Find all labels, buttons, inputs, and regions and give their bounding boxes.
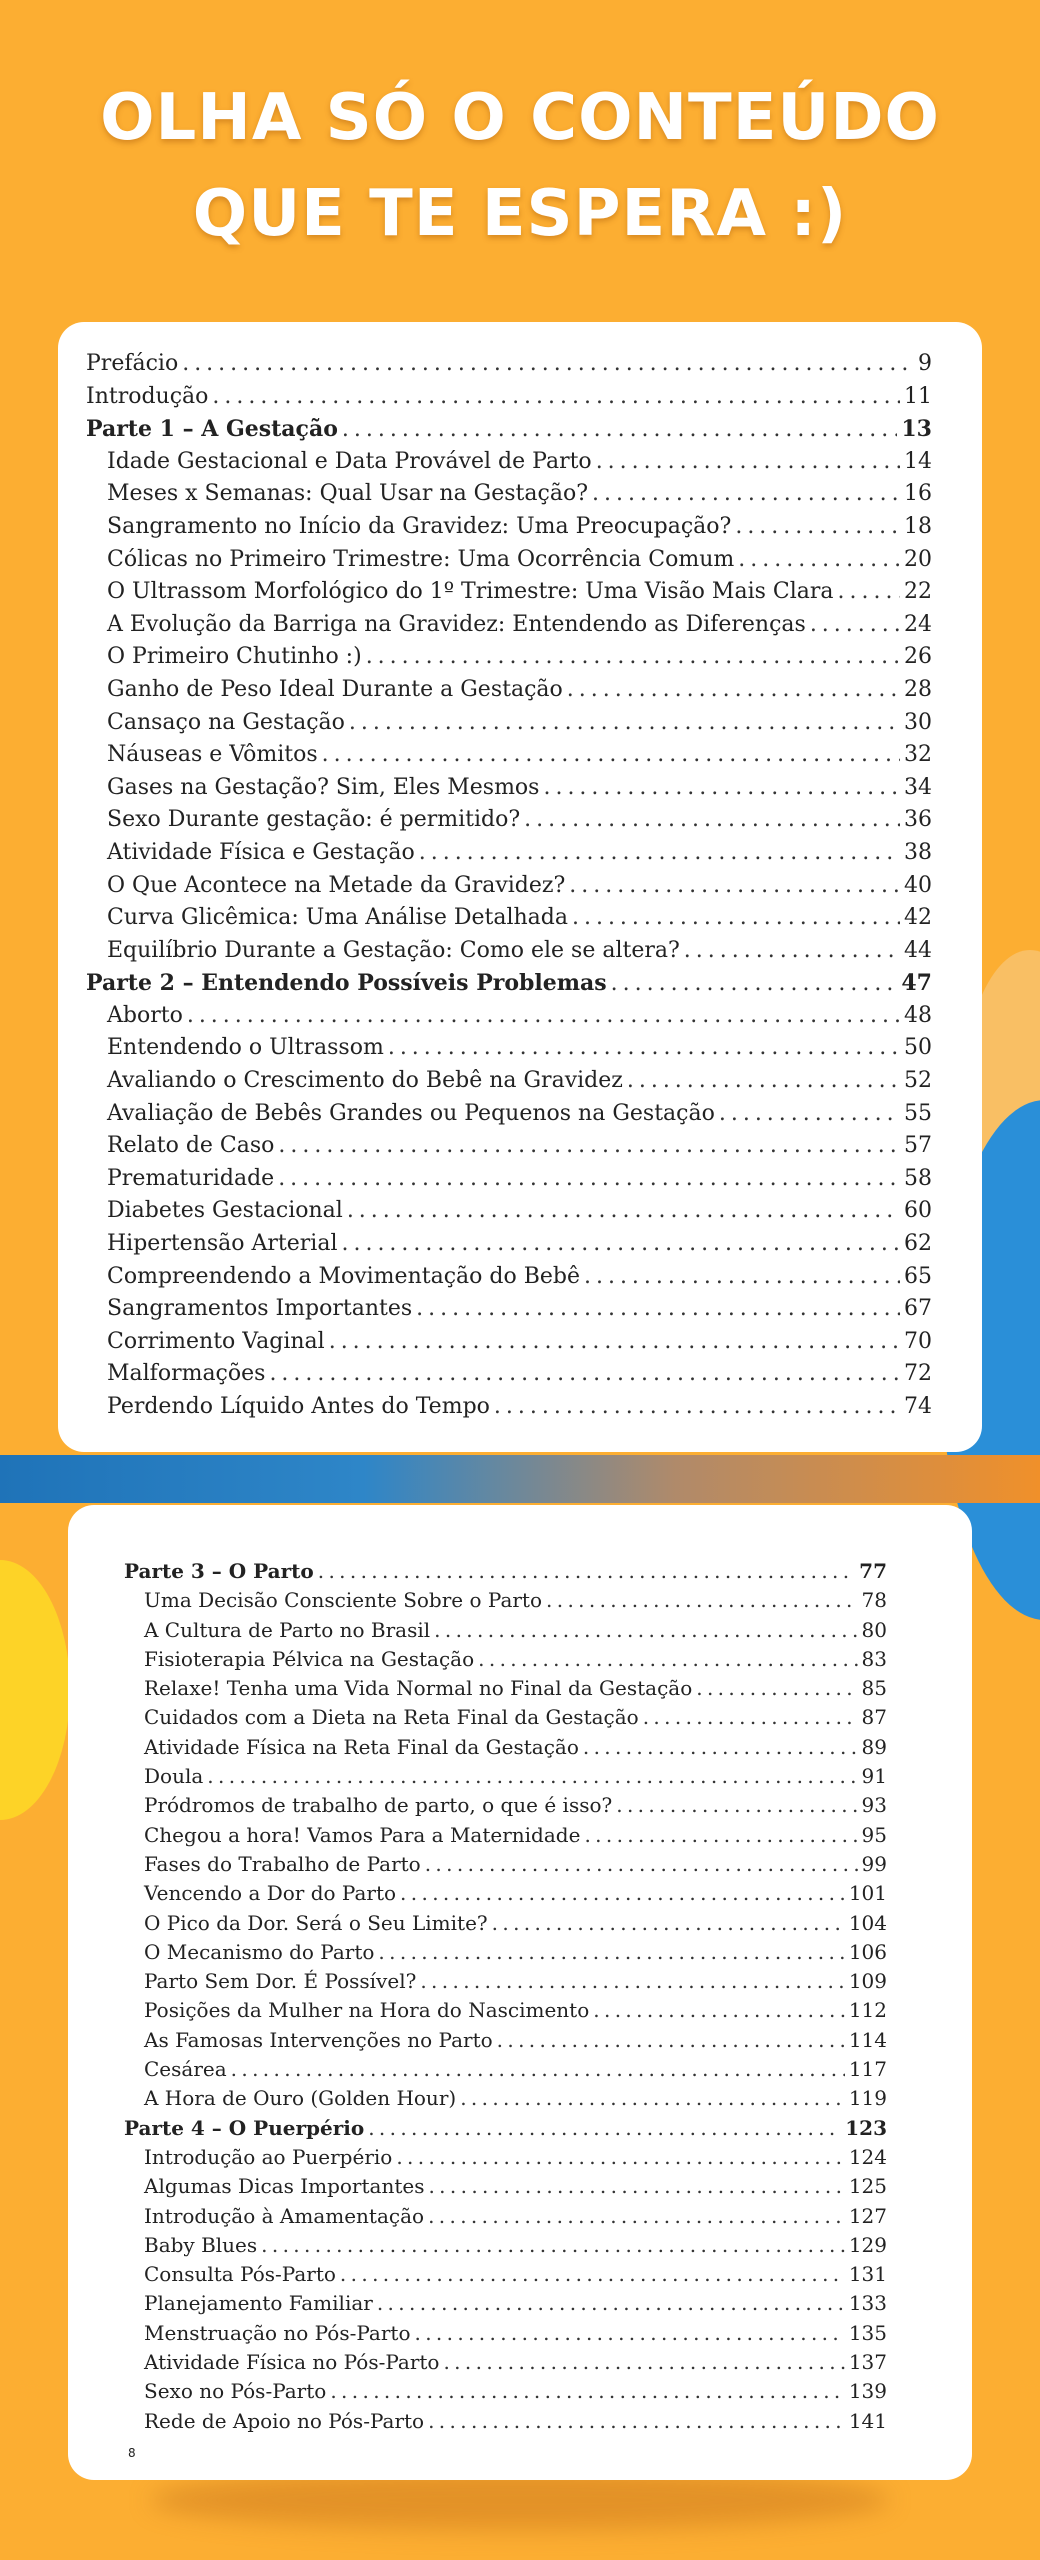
toc-entry bbox=[124, 1703, 887, 1732]
toc-entry-page: 28 bbox=[904, 676, 932, 702]
toc-entry bbox=[86, 1098, 932, 1131]
toc-dot-leader bbox=[342, 414, 897, 447]
toc-dot-leader bbox=[400, 1879, 845, 1908]
toc-entry-title: Introdução à Amamentação bbox=[144, 2203, 425, 2228]
toc-part-heading bbox=[86, 967, 932, 1000]
toc-entry-title: Sangramentos Importantes bbox=[107, 1296, 413, 1322]
toc-entry-title: O Ultrassom Morfológico do 1º Trimestre: Uma Visão Mais Clara bbox=[107, 579, 834, 605]
toc-entry-title: A Evolução da Barriga na Gravidez: Entendendo as Diferenças bbox=[107, 611, 806, 637]
toc-dot-leader bbox=[593, 1996, 845, 2025]
toc-dot-leader bbox=[643, 1703, 858, 1732]
toc-dot-leader bbox=[478, 1645, 857, 1674]
toc-dot-leader bbox=[415, 2319, 845, 2348]
toc-entry bbox=[124, 2084, 887, 2113]
toc-dot-leader bbox=[543, 772, 900, 805]
toc-entry-title: Malformações bbox=[107, 1361, 266, 1387]
toc-dot-leader bbox=[428, 2407, 845, 2436]
toc-entry-page: 16 bbox=[904, 481, 932, 507]
toc-entry-page: 74 bbox=[904, 1394, 932, 1419]
toc-entry bbox=[86, 544, 932, 577]
toc-entry-title: Doula bbox=[144, 1764, 204, 1789]
toc-entry-title: Menstruação no Pós-Parto bbox=[144, 2320, 411, 2345]
toc-entry-page: 93 bbox=[861, 1793, 887, 1818]
toc-entry-title: Uma Decisão Consciente Sobre o Parto bbox=[144, 1588, 543, 1613]
toc-entry bbox=[86, 804, 932, 837]
toc-entry-title: Hipertensão Arterial bbox=[107, 1231, 338, 1257]
toc-dot-leader bbox=[494, 1391, 900, 1424]
toc-entry-title: Prefácio bbox=[86, 351, 179, 376]
toc-dot-leader bbox=[583, 1733, 858, 1762]
toc-entry-page: 60 bbox=[904, 1198, 932, 1224]
toc-card-top bbox=[58, 322, 982, 1452]
toc-entry bbox=[86, 381, 932, 414]
toc-entry-page: 50 bbox=[904, 1035, 932, 1061]
toc-entry-title: Idade Gestacional e Data Provável de Parto bbox=[107, 448, 592, 474]
toc-entry bbox=[124, 1967, 887, 1996]
toc-entry bbox=[124, 2231, 887, 2260]
toc-entry-title: Fases do Trabalho de Parto bbox=[144, 1851, 421, 1876]
toc-entry-page: 65 bbox=[904, 1263, 932, 1289]
toc-entry-title: O Pico da Dor. Será o Seu Limite? bbox=[144, 1910, 488, 1935]
toc-entry-title: Cansaço na Gestação bbox=[107, 709, 345, 735]
toc-entry bbox=[124, 2348, 887, 2377]
toc-dot-leader bbox=[368, 2114, 841, 2143]
toc-entry-title: O Mecanismo do Parto bbox=[144, 1939, 375, 1964]
toc-entry bbox=[124, 1909, 887, 1938]
toc-dot-leader bbox=[443, 2348, 844, 2377]
toc-entry bbox=[124, 2407, 887, 2436]
toc-entry-page: 141 bbox=[848, 2408, 887, 2433]
toc-entry bbox=[86, 739, 932, 772]
toc-entry-page: 95 bbox=[861, 1822, 887, 1847]
toc-dot-leader bbox=[584, 1261, 900, 1294]
toc-entry bbox=[86, 707, 932, 740]
toc-dot-leader bbox=[420, 1967, 844, 1996]
toc-entry bbox=[124, 1616, 887, 1645]
toc-entry bbox=[86, 1358, 932, 1391]
toc-entry bbox=[124, 2143, 887, 2172]
toc-entry-title: A Hora de Ouro (Golden Hour) bbox=[144, 2086, 457, 2111]
toc-entry-page: 112 bbox=[848, 1998, 887, 2023]
toc-entry bbox=[86, 1261, 932, 1294]
toc-entry bbox=[124, 1791, 887, 1820]
toc-entry bbox=[124, 2289, 887, 2318]
page-headline bbox=[0, 70, 1040, 262]
toc-entry-page: 32 bbox=[904, 742, 932, 768]
toc-entry-page: 13 bbox=[901, 416, 932, 443]
toc-entry-title: Cuidados com a Dieta na Reta Final da Gestação bbox=[144, 1705, 639, 1730]
toc-entry-page: 80 bbox=[861, 1617, 887, 1642]
toc-entry-title: Sangramento no Início da Gravidez: Uma Preocupação? bbox=[107, 513, 732, 539]
toc-entry bbox=[86, 1195, 932, 1228]
toc-entry-title: Introdução ao Puerpério bbox=[144, 2144, 393, 2169]
toc-entry bbox=[124, 2377, 887, 2406]
toc-entry bbox=[124, 1996, 887, 2025]
toc-dot-leader bbox=[696, 1674, 857, 1703]
toc-entry bbox=[86, 1326, 932, 1359]
toc-entry-page: 131 bbox=[848, 2262, 887, 2287]
toc-entry bbox=[86, 641, 932, 674]
toc-entry-page: 48 bbox=[904, 1002, 932, 1028]
toc-entry-title: Planejamento Familiar bbox=[144, 2291, 373, 2316]
toc-entry-title: Entendendo o Ultrassom bbox=[107, 1035, 384, 1061]
toc-entry-title: Prematuridade bbox=[107, 1165, 275, 1191]
toc-entry-title: Relato de Caso bbox=[107, 1133, 275, 1159]
toc-entry-page: 26 bbox=[904, 644, 932, 670]
toc-entry bbox=[86, 1000, 932, 1033]
toc-entry-title: O Primeiro Chutinho :) bbox=[107, 644, 362, 670]
toc-entry-page: 44 bbox=[904, 937, 932, 963]
toc-dot-leader bbox=[596, 446, 900, 479]
toc-entry-title: Posições da Mulher na Hora do Nascimento bbox=[144, 1998, 590, 2023]
toc-entry-title: Vencendo a Dor do Parto bbox=[144, 1881, 397, 1906]
toc-entry-page: 78 bbox=[861, 1588, 887, 1613]
toc-entry-page: 133 bbox=[848, 2291, 887, 2316]
toc-dot-leader bbox=[497, 2026, 845, 2055]
toc-entry-page: 85 bbox=[861, 1676, 887, 1701]
toc-dot-leader bbox=[207, 1762, 857, 1791]
toc-dot-leader bbox=[735, 511, 900, 544]
toc-dot-leader bbox=[396, 2143, 844, 2172]
toc-entry-title: Algumas Dicas Importantes bbox=[144, 2174, 425, 2199]
toc-dot-leader bbox=[434, 1616, 857, 1645]
toc-entry-page: 34 bbox=[904, 774, 932, 800]
toc-entry-page: 67 bbox=[904, 1296, 932, 1322]
toc-entry bbox=[86, 1391, 932, 1424]
toc-entry-page: 62 bbox=[904, 1231, 932, 1257]
toc-entry-title: Curva Glicêmica: Uma Análise Detalhada bbox=[107, 905, 568, 931]
toc-dot-leader bbox=[182, 348, 914, 381]
toc-dot-leader bbox=[340, 2260, 845, 2289]
toc-entry-page: 70 bbox=[904, 1328, 932, 1354]
toc-part-heading bbox=[86, 413, 932, 446]
toc-dot-leader bbox=[187, 1000, 900, 1033]
toc-entry-title: Pródromos de trabalho de parto, o que é isso? bbox=[144, 1793, 613, 1818]
toc-entry-page: 123 bbox=[845, 2115, 887, 2140]
toc-dot-leader bbox=[428, 2202, 845, 2231]
toc-entry-page: 117 bbox=[848, 2057, 887, 2082]
toc-entry-page: 14 bbox=[904, 448, 932, 474]
toc-entry-page: 57 bbox=[904, 1133, 932, 1159]
toc-entry bbox=[86, 1228, 932, 1261]
toc-dot-leader bbox=[627, 1065, 900, 1098]
toc-entry bbox=[86, 1032, 932, 1065]
toc-dot-leader bbox=[546, 1586, 858, 1615]
toc-entry-page: 24 bbox=[904, 611, 932, 637]
toc-entry bbox=[86, 446, 932, 479]
toc-entry bbox=[124, 2026, 887, 2055]
toc-entry-title: Chegou a hora! Vamos Para a Maternidade bbox=[144, 1822, 581, 1847]
toc-entry bbox=[86, 902, 932, 935]
toc-dot-leader bbox=[231, 2055, 845, 2084]
toc-card-bottom bbox=[68, 1505, 972, 2480]
toc-entry-title: Meses x Semanas: Qual Usar na Gestação? bbox=[107, 481, 588, 507]
toc-dot-leader bbox=[347, 1195, 900, 1228]
toc-dot-leader bbox=[738, 544, 900, 577]
toc-dot-leader bbox=[425, 1850, 858, 1879]
toc-entry-page: 47 bbox=[901, 970, 932, 997]
toc-entry-page: 77 bbox=[859, 1559, 887, 1583]
toc-dot-leader bbox=[341, 1228, 900, 1261]
toc-entry-title: Parte 1 – A Gestação bbox=[86, 416, 338, 443]
toc-dot-leader bbox=[460, 2084, 845, 2113]
toc-dot-leader bbox=[278, 1130, 900, 1163]
toc-entry-page: 139 bbox=[848, 2379, 887, 2404]
toc-entry bbox=[86, 1065, 932, 1098]
toc-dot-leader bbox=[810, 609, 900, 642]
toc-entry-title: Parte 4 – O Puerpério bbox=[124, 2115, 365, 2140]
headline-line-1: OLHA SÓ O CONTEÚDO bbox=[100, 81, 940, 155]
toc-entry bbox=[124, 2202, 887, 2231]
toc-part-heading bbox=[124, 1557, 887, 1586]
toc-entry-title: Gases na Gestação? Sim, Eles Mesmos bbox=[107, 774, 540, 800]
toc-dot-leader bbox=[838, 576, 900, 609]
toc-entry bbox=[86, 1293, 932, 1326]
toc-entry bbox=[86, 837, 932, 870]
toc-dot-leader bbox=[592, 478, 900, 511]
toc-entry-page: 40 bbox=[904, 872, 932, 898]
toc-entry-page: 89 bbox=[861, 1734, 887, 1759]
toc-entry bbox=[124, 2319, 887, 2348]
toc-entry-page: 52 bbox=[904, 1068, 932, 1094]
toc-dot-leader bbox=[611, 968, 898, 1001]
toc-dot-leader bbox=[719, 1098, 900, 1131]
toc-entry-page: 101 bbox=[848, 1881, 887, 1906]
toc-entry-page: 135 bbox=[848, 2320, 887, 2345]
toc-entry bbox=[86, 772, 932, 805]
toc-entry-page: 124 bbox=[848, 2144, 887, 2169]
toc-entry-page: 83 bbox=[861, 1646, 887, 1671]
toc-entry bbox=[86, 511, 932, 544]
toc-entry-page: 22 bbox=[904, 579, 932, 605]
toc-entry bbox=[124, 1850, 887, 1879]
gradient-band bbox=[0, 1455, 1040, 1503]
toc-entry bbox=[124, 1733, 887, 1762]
toc-entry-title: Atividade Física no Pós-Parto bbox=[144, 2350, 440, 2375]
toc-dot-leader bbox=[569, 870, 900, 903]
toc-entry-page: 99 bbox=[861, 1851, 887, 1876]
toc-dot-leader bbox=[684, 935, 900, 968]
toc-entry-title: Cesárea bbox=[144, 2057, 227, 2082]
toc-entry bbox=[124, 1586, 887, 1615]
toc-entry-title: Parte 3 – O Parto bbox=[124, 1559, 314, 1583]
page-number: 8 bbox=[128, 2446, 136, 2460]
toc-entry-title: Sexo Durante gestação: é permitido? bbox=[107, 807, 521, 833]
toc-entry-page: 9 bbox=[918, 351, 932, 376]
toc-entry bbox=[86, 1163, 932, 1196]
toc-entry bbox=[86, 348, 932, 381]
toc-dot-leader bbox=[330, 2377, 844, 2406]
toc-entry-title: Atividade Física e Gestação bbox=[107, 839, 415, 865]
toc-entry-title: Avaliando o Crescimento do Bebê na Gravidez bbox=[107, 1068, 623, 1094]
toc-entry bbox=[86, 870, 932, 903]
toc-dot-leader bbox=[377, 2289, 845, 2318]
toc-entry-page: 55 bbox=[904, 1100, 932, 1126]
toc-entry-title: Diabetes Gestacional bbox=[107, 1198, 343, 1224]
toc-dot-leader bbox=[492, 1909, 845, 1938]
toc-entry-page: 119 bbox=[848, 2086, 887, 2111]
toc-entry bbox=[86, 1130, 932, 1163]
toc-entry-page: 91 bbox=[861, 1764, 887, 1789]
toc-entry bbox=[124, 2260, 887, 2289]
toc-dot-leader bbox=[269, 1358, 900, 1391]
toc-entry bbox=[124, 1762, 887, 1791]
toc-entry-title: Perdendo Líquido Antes do Tempo bbox=[107, 1394, 490, 1419]
toc-entry-title: Compreendendo a Movimentação do Bebê bbox=[107, 1263, 580, 1289]
decorative-yellow-shape bbox=[0, 1560, 70, 1820]
toc-entry-title: Atividade Física na Reta Final da Gestação bbox=[144, 1734, 579, 1759]
toc-dot-leader bbox=[416, 1293, 900, 1326]
toc-entry-page: 127 bbox=[848, 2203, 887, 2228]
toc-entry-page: 72 bbox=[904, 1361, 932, 1387]
toc-entry bbox=[124, 2172, 887, 2201]
toc-entry bbox=[124, 2055, 887, 2084]
toc-entry-title: Rede de Apoio no Pós-Parto bbox=[144, 2408, 425, 2433]
toc-entry bbox=[86, 609, 932, 642]
toc-dot-leader bbox=[572, 902, 900, 935]
toc-entry-page: 125 bbox=[848, 2174, 887, 2199]
toc-dot-leader bbox=[616, 1791, 857, 1820]
toc-entry-page: 42 bbox=[904, 905, 932, 931]
toc-entry bbox=[124, 1938, 887, 1967]
toc-entry-page: 87 bbox=[861, 1705, 887, 1730]
toc-entry-title: Cólicas no Primeiro Trimestre: Uma Ocorrência Comum bbox=[107, 546, 735, 572]
toc-dot-leader bbox=[212, 381, 900, 414]
toc-entry bbox=[86, 478, 932, 511]
toc-entry bbox=[124, 1645, 887, 1674]
toc-entry-title: Parte 2 – Entendendo Possíveis Problemas bbox=[86, 970, 607, 997]
toc-entry-title: Ganho de Peso Ideal Durante a Gestação bbox=[107, 676, 563, 702]
toc-entry-page: 11 bbox=[904, 383, 932, 409]
toc-dot-leader bbox=[318, 1557, 855, 1586]
toc-entry-title: Corrimento Vaginal bbox=[107, 1328, 325, 1354]
toc-entry bbox=[124, 1821, 887, 1850]
toc-entry-page: 114 bbox=[848, 2027, 887, 2052]
toc-entry bbox=[86, 935, 932, 968]
toc-entry bbox=[86, 576, 932, 609]
toc-dot-leader bbox=[349, 707, 900, 740]
toc-dot-leader bbox=[378, 1938, 844, 1967]
toc-dot-leader bbox=[584, 1821, 857, 1850]
toc-dot-leader bbox=[567, 674, 900, 707]
toc-entry-title: As Famosas Intervenções no Parto bbox=[144, 2027, 493, 2052]
toc-entry bbox=[124, 1879, 887, 1908]
toc-dot-leader bbox=[278, 1163, 900, 1196]
toc-entry-page: 137 bbox=[848, 2350, 887, 2375]
toc-entry-title: Baby Blues bbox=[144, 2232, 258, 2257]
toc-entry-title: Aborto bbox=[107, 1002, 183, 1028]
toc-entry bbox=[86, 674, 932, 707]
toc-dot-leader bbox=[329, 1326, 900, 1359]
toc-entry-title: Introdução bbox=[86, 383, 209, 409]
toc-entry-title: O Que Acontece na Metade da Gravidez? bbox=[107, 872, 566, 898]
toc-entry-page: 36 bbox=[904, 807, 932, 833]
toc-entry-page: 20 bbox=[904, 546, 932, 572]
toc-entry-page: 58 bbox=[904, 1165, 932, 1191]
toc-entry-title: Consulta Pós-Parto bbox=[144, 2262, 336, 2287]
toc-entry-page: 109 bbox=[848, 1969, 887, 1994]
toc-entry-title: Avaliação de Bebês Grandes ou Pequenos na Gestação bbox=[107, 1100, 715, 1126]
toc-entry-page: 38 bbox=[904, 839, 932, 865]
toc-dot-leader bbox=[261, 2231, 845, 2260]
toc-entry-title: Relaxe! Tenha uma Vida Normal no Final da Gestação bbox=[144, 1676, 693, 1701]
toc-dot-leader bbox=[322, 739, 900, 772]
toc-entry-title: Sexo no Pós-Parto bbox=[144, 2379, 327, 2404]
toc-dot-leader bbox=[524, 804, 900, 837]
toc-dot-leader bbox=[428, 2172, 844, 2201]
toc-entry-title: Fisioterapia Pélvica na Gestação bbox=[144, 1646, 475, 1671]
toc-entry-page: 106 bbox=[848, 1939, 887, 1964]
toc-dot-leader bbox=[419, 837, 900, 870]
toc-entry-title: A Cultura de Parto no Brasil bbox=[144, 1617, 431, 1642]
toc-entry-title: Equilíbrio Durante a Gestação: Como ele se altera? bbox=[107, 937, 680, 963]
toc-part-heading bbox=[124, 2114, 887, 2143]
toc-entry-page: 129 bbox=[848, 2232, 887, 2257]
headline-line-2: QUE TE ESPERA :) bbox=[192, 177, 848, 251]
toc-entry bbox=[124, 1674, 887, 1703]
toc-entry-title: Parto Sem Dor. É Possível? bbox=[144, 1969, 417, 1994]
toc-entry-page: 104 bbox=[848, 1910, 887, 1935]
toc-entry-title: Náuseas e Vômitos bbox=[107, 742, 318, 768]
toc-entry-page: 30 bbox=[904, 709, 932, 735]
toc-dot-leader bbox=[366, 641, 900, 674]
toc-dot-leader bbox=[388, 1032, 900, 1065]
toc-entry-page: 18 bbox=[904, 513, 932, 539]
